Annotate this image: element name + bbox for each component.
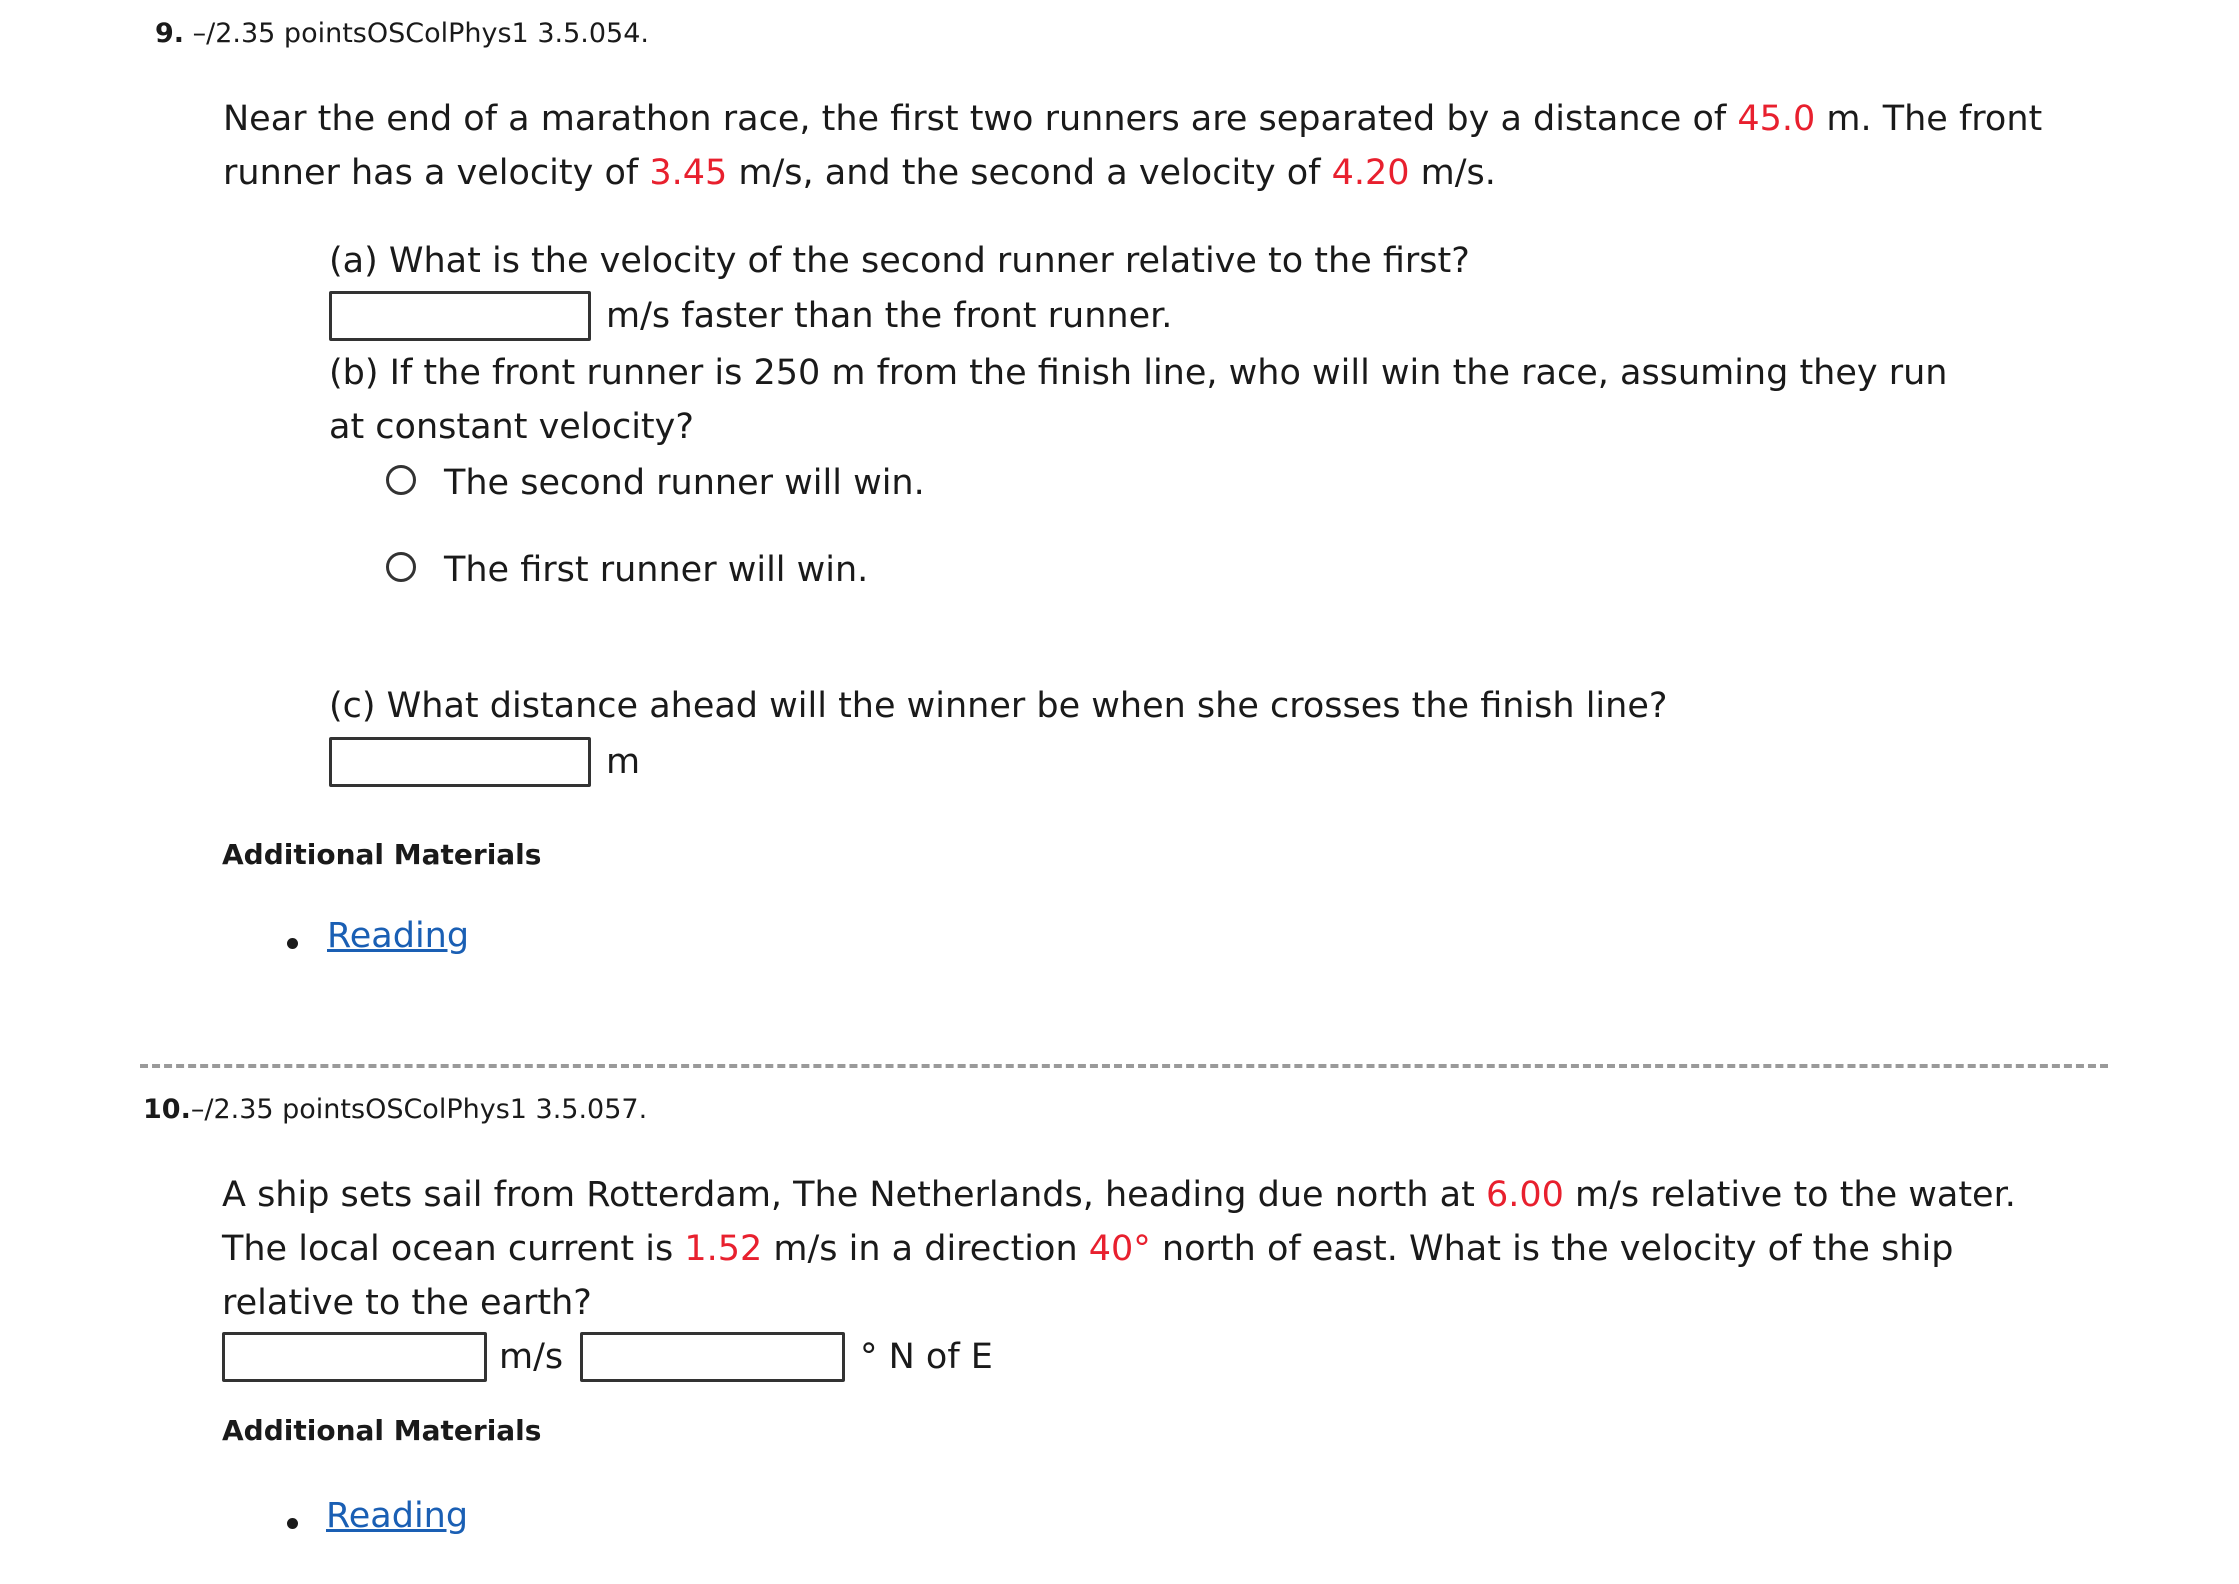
q9-intro-text: m. The front xyxy=(1815,99,2043,139)
q10-reading-link[interactable]: Reading xyxy=(326,1496,469,1536)
q9-part-c-question: (c) What distance ahead will the winner be when she crosses the finish line? xyxy=(329,686,1668,726)
q9-intro-text: m/s. xyxy=(1409,153,1496,193)
q9-reading-bullet xyxy=(287,938,298,949)
q9-part-a-unit: m/s faster than the front runner. xyxy=(606,296,1173,336)
q10-intro-text: m/s in a direction xyxy=(762,1229,1089,1269)
q9-option-first-runner-label[interactable]: The first runner will win. xyxy=(444,550,869,590)
q9-distance-value: 45.0 xyxy=(1737,99,1816,139)
question-10-intro-line-3: relative to the earth? xyxy=(222,1283,592,1323)
q10-current-speed-value: 1.52 xyxy=(684,1229,763,1269)
question-9-intro-line-2 xyxy=(223,146,1496,200)
q9-reading-link[interactable]: Reading xyxy=(327,916,470,956)
q9-additional-materials-heading: Additional Materials xyxy=(222,838,542,871)
question-divider xyxy=(140,1064,2108,1068)
q9-option-second-runner-label[interactable]: The second runner will win. xyxy=(444,463,925,503)
q10-intro-text: north of east. What is the velocity of the ship xyxy=(1150,1229,1954,1269)
q9-second-velocity-value: 4.20 xyxy=(1331,153,1410,193)
q9-part-a-answer-input[interactable] xyxy=(329,291,591,341)
question-10-header xyxy=(143,1094,647,1125)
q9-option-second-runner-radio[interactable] xyxy=(386,465,416,495)
q9-part-a-question: (a) What is the velocity of the second runner relative to the first? xyxy=(329,241,1470,281)
question-10-points: –/2.35 pointsOSColPhys1 3.5.057. xyxy=(190,1094,648,1125)
question-9-points: –/2.35 pointsOSColPhys1 3.5.054. xyxy=(184,18,649,49)
q9-option-first-runner-radio[interactable] xyxy=(386,552,416,582)
question-10-number: 10. xyxy=(143,1094,191,1125)
q9-part-c-answer-input[interactable] xyxy=(329,737,591,787)
question-10-intro-line-1 xyxy=(222,1168,2016,1222)
q10-reading-bullet xyxy=(287,1518,298,1529)
q10-intro-text: m/s relative to the water. xyxy=(1563,1175,2016,1215)
q9-part-c-unit: m xyxy=(606,742,641,782)
q10-additional-materials-heading: Additional Materials xyxy=(222,1414,542,1447)
q10-current-angle-value: 40° xyxy=(1088,1229,1151,1269)
question-10-intro-line-2 xyxy=(222,1222,1953,1276)
q10-speed-unit: m/s xyxy=(499,1337,564,1377)
question-9-header xyxy=(155,18,649,49)
q10-intro-text: The local ocean current is xyxy=(222,1229,685,1269)
q9-part-b-question-line-2: at constant velocity? xyxy=(329,407,694,447)
q10-angle-unit: ° N of E xyxy=(860,1337,993,1377)
q10-intro-text: A ship sets sail from Rotterdam, The Netherlands, heading due north at xyxy=(222,1175,1486,1215)
q9-intro-text: Near the end of a marathon race, the first two runners are separated by a distance of xyxy=(223,99,1738,139)
q9-intro-text: runner has a velocity of xyxy=(223,153,650,193)
q9-front-velocity-value: 3.45 xyxy=(649,153,728,193)
q10-speed-answer-input[interactable] xyxy=(222,1332,487,1382)
question-9-intro-line-1 xyxy=(223,92,2042,146)
q9-part-b-question-line-1: (b) If the front runner is 250 m from the finish line, who will win the race, assuming they run xyxy=(329,353,1948,393)
q10-angle-answer-input[interactable] xyxy=(580,1332,845,1382)
q9-intro-text: m/s, and the second a velocity of xyxy=(727,153,1332,193)
question-9-number: 9. xyxy=(155,18,185,49)
q10-ship-speed-value: 6.00 xyxy=(1485,1175,1564,1215)
